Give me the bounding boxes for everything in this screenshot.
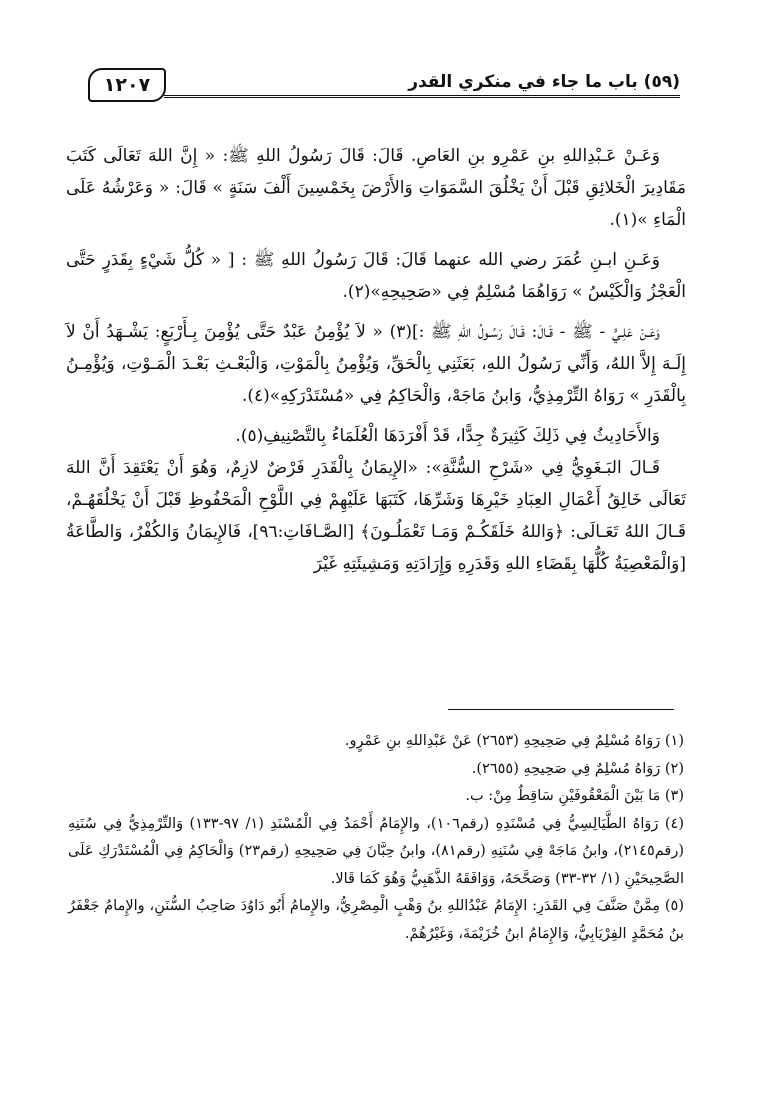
footnotes xyxy=(68,728,684,948)
paragraph-5: قَـالَ البَـغَوِيُّ فِي «شَرْحِ السُّنَّةِ»: «الإِيمَانُ بِالْقَدَرِ فَرْضٌ لازِمٌ، وَهُوَ أَنْ يَعْتَقِدَ أَنَّ اللهَ تَعَالَى خَالِقُ أَعْمَالِ العِبَادِ خَيْرِهَا وَشَرِّهَا، كَتَبَهَا عَلَيْهِمْ فِي اللَّوْحِ الْمَحْفُوظِ قَبْلَ أَنْ يَخْلُقَهُـمْ، قَـالَ اللهُ تَعَـالَى: ﴿وَاللهُ خَلَقَكُـمْ وَمَـا تَعْمَلُـونَ﴾ [الصَّـافَاتِ:٩٦]، فَالإِيمَانُ وَالكُفْرُ، وَالطَّاعَةُ [وَالْمَعْصِيَةُ كُلُّهَا بِقَضَاءِ اللهِ وَقَدَرِهِ وَإِرَادَتِهِ وَمَشِيئَتِهِ غَيْرَ xyxy=(66,458,686,574)
header-rule xyxy=(164,95,680,98)
footnote-5: (٥) مِمَّنْ صَنَّفَ فِي القَدَرِ: الإِمَامُ عَبْدُاللهِ بنُ وَهْبٍ الْمِصْرِيُّ، والإِمامُ أَبُو دَاوُدَ صَاحِبُ السُّنَنِ، والإِمامُ جَعْفَرُ بنُ مُحَمَّدٍ الفِرْيَابِيُّ، وَالإِمَامُ ابنُ خُزَيْمَةَ، وَغَيْرُهُمْ. xyxy=(68,898,684,942)
paragraph-3: وَعَـنْ عَلِـيٍّ - ﷺ - قَـالَ: قَـالَ رَسُـولُ اللهِ ﷺ :](٣) « لاَ يُؤْمِنُ عَبْدٌ حَتَّى يُؤْمِنَ بِـأَرْبَعٍ: يَشْـهَدُ أَنْ لاَ إِلَـهَ إِلاَّ اللهُ، وَأَنِّي رَسُولُ اللهِ، بَعَثَنِي بِالْحَقِّ، وَيُؤْمِنُ بِالْمَوْتِ، وَالْبَعْـثِ بَعْـدَ الْمَـوْتِ، وَيُؤْمِـنُ بِالْقَدَرِ » رَوَاهُ التِّرْمِذِيُّ، وَابنُ مَاجَهْ، وَالْحَاكِمُ فِي «مُسْتَدْرَكِهِ»(٤). xyxy=(66,322,686,406)
paragraph-2: وَعَـنِ ابـنِ عُمَرَ رضي الله عنهما قَالَ: قَالَ رَسُولُ اللهِ ﷺ : [ « كُلُّ شَيْءٍ بِقَدَرٍ حَتَّى الْعَجْزُ وَالْكَيْسُ » رَوَاهُمَا مُسْلِمٌ فِي «صَحِيحِهِ»(٢). xyxy=(66,250,686,302)
paragraph-4: وَالأَحَادِيثُ فِي ذَلِكَ كَثِيرَةٌ جِدًّا، قَدْ أَفْرَدَهَا الْعُلَمَاءُ بِالتَّصْنِيفِ(٥). xyxy=(235,426,660,446)
page-number-box xyxy=(88,68,166,102)
page-number: ١٢٠٧ xyxy=(103,74,151,96)
footnote-2: (٢) رَوَاهُ مُسْلِمٌ فِي صَحِيحِهِ (٢٦٥٥). xyxy=(471,760,684,777)
footnote-4: (٤) رَوَاهُ الطَّيَالِسِيُّ فِي مُسْنَدِهِ (رقم١٠٦)، والإِمَامُ أَحْمَدُ فِي الْمُسْنَدِ (١/ ٩٧-١٣٣) وَالتِّرْمِذِيُّ فِي سُنَنِهِ (رقم٢١٤٥)، وابنُ مَاجَهْ فِي سُنَنِهِ (رقم٨١)، وابنُ حِبَّانَ فِي صَحِيحِهِ (رقم٢٣) وَالْحَاكِمُ فِي الْمُسْتَدْرَكِ عَلَى الصَّحِيحَيْنِ (١/ ٣٢-٣٣) وَصَحَّحَهُ، وَوَافَقَهُ الذَّهَبِيُّ وَهُوَ كَمَا قَالا. xyxy=(68,815,684,887)
page-header xyxy=(88,66,680,110)
paragraph-1: وَعَـنْ عَـبْدِاللهِ بنِ عَمْرِو بنِ العَاصِ. قَالَ: قَالَ رَسُولُ اللهِ ﷺ: « إِنَّ اللهَ تَعَالَى كَتَبَ مَقَادِيرَ الْخَلائِقِ قَبْلَ أَنْ يَخْلُقَ السَّمَوَاتِ وَالأَرْضَ بِخَمْسِينَ أَلْفَ سَنَةٍ » قَالَ: « وَعَرْشُهُ عَلَى الْمَاءِ »(١). xyxy=(66,146,686,230)
footnote-3: (٣) مَا بَيْنَ الْمَعْقُوفَيْنِ سَاقِطٌ مِنْ: ب. xyxy=(465,788,684,804)
footnote-1: (١) رَوَاهُ مُسْلِمٌ فِي صَحِيحِهِ (٢٦٥٣) عَنْ عَبْدِاللهِ بنِ عَمْرٍو. xyxy=(344,733,684,749)
footnote-divider xyxy=(448,709,674,710)
main-text xyxy=(66,140,686,588)
chapter-title: (٥٩) باب ما جاء في منكري القدر xyxy=(408,72,680,92)
